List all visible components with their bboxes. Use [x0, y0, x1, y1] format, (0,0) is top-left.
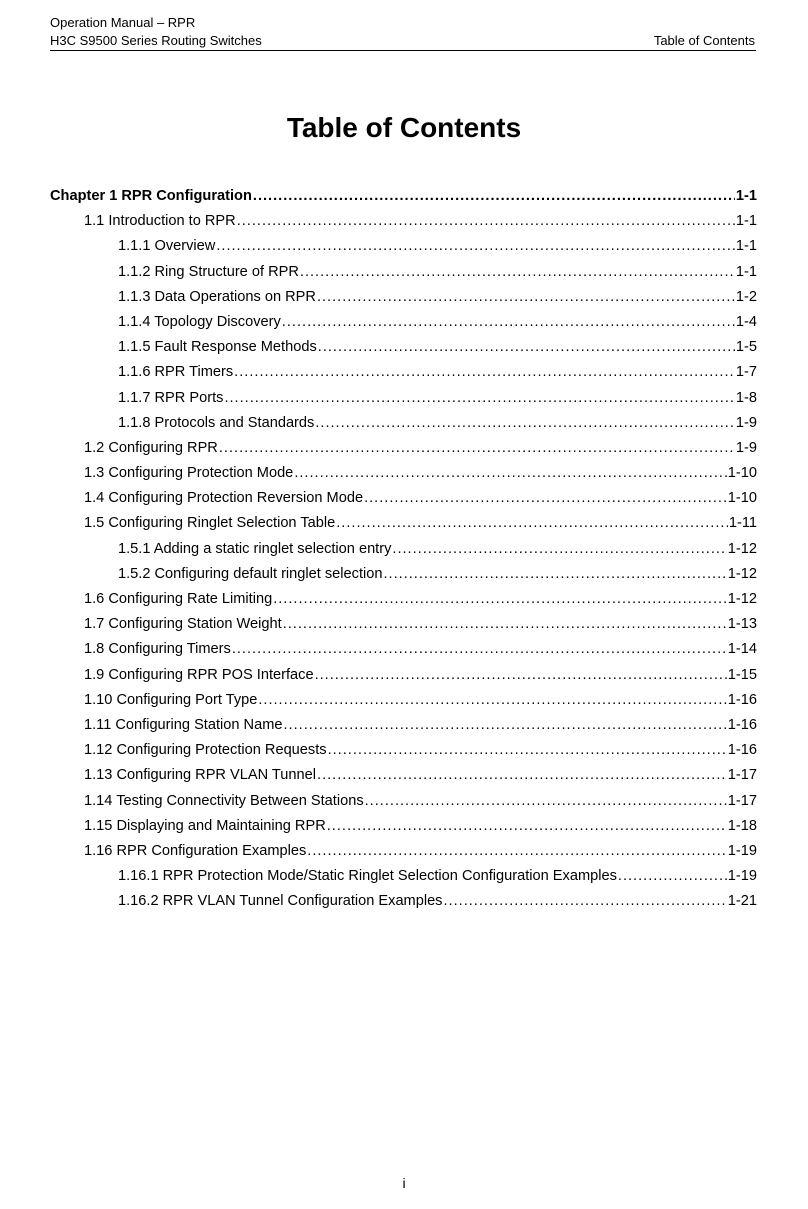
- toc-page-number[interactable]: 1-12: [727, 565, 757, 582]
- toc-dot-leader: [318, 339, 735, 355]
- toc-entry-title[interactable]: 1.16.1 RPR Protection Mode/Static Ringlet Selection Configuration Examples: [118, 868, 617, 885]
- toc-entry-title[interactable]: 1.1.4 Topology Discovery: [118, 313, 281, 330]
- toc-page-number[interactable]: 1-9: [735, 414, 757, 431]
- toc-dot-leader: [282, 314, 735, 330]
- toc-entry[interactable]: [50, 314, 757, 339]
- page-number: i: [402, 1175, 406, 1191]
- toc-page-number[interactable]: 1-19: [727, 842, 757, 859]
- toc-page-number[interactable]: 1-2: [735, 288, 757, 305]
- toc-page-number[interactable]: 1-1: [735, 188, 757, 204]
- toc-page-number[interactable]: 1-19: [727, 868, 757, 885]
- toc-dot-leader: [327, 818, 727, 834]
- toc-dot-leader: [392, 541, 726, 557]
- toc-page-number[interactable]: 1-12: [727, 591, 757, 607]
- toc-entry[interactable]: [50, 793, 757, 818]
- toc-entry[interactable]: [50, 742, 757, 767]
- toc-dot-leader: [315, 415, 735, 431]
- toc-dot-leader: [336, 515, 728, 531]
- toc-page-number[interactable]: 1-12: [727, 540, 757, 557]
- toc-page-number[interactable]: 1-1: [735, 213, 757, 230]
- toc-entry[interactable]: [50, 818, 757, 843]
- toc-entry[interactable]: [50, 566, 757, 591]
- toc-dot-leader: [232, 641, 727, 657]
- toc-entry[interactable]: [50, 440, 757, 465]
- toc-entry[interactable]: [50, 843, 757, 868]
- toc-page-number[interactable]: 1-17: [727, 792, 757, 809]
- toc-dot-leader: [234, 364, 735, 380]
- toc-page-number[interactable]: 1-11: [728, 515, 757, 532]
- toc-page-number[interactable]: 1-16: [727, 691, 757, 708]
- toc-entry-title[interactable]: 1.5.1 Adding a static ringlet selection entry: [118, 540, 392, 557]
- header-divider: [50, 50, 756, 51]
- toc-entry-title[interactable]: 1.1.6 RPR Timers: [118, 364, 234, 381]
- toc-dot-leader: [258, 692, 726, 708]
- toc-page-number[interactable]: 1-7: [735, 364, 757, 381]
- toc-entry-title[interactable]: 1.1.7 RPR Ports: [118, 389, 224, 406]
- toc-page-number[interactable]: 1-4: [735, 313, 757, 330]
- toc-entry[interactable]: [50, 289, 757, 314]
- toc-dot-leader: [253, 188, 735, 204]
- toc-entry-title[interactable]: 1.1.2 Ring Structure of RPR: [118, 263, 299, 280]
- toc-entry[interactable]: [50, 415, 757, 440]
- toc-dot-leader: [216, 238, 735, 254]
- toc-entry-title[interactable]: 1.13 Configuring RPR VLAN Tunnel: [84, 767, 317, 784]
- toc-entry[interactable]: [50, 238, 757, 263]
- toc-entry-title[interactable]: 1.7 Configuring Station Weight: [84, 616, 282, 633]
- toc-dot-leader: [294, 465, 726, 481]
- toc-entry[interactable]: [50, 264, 757, 289]
- toc-entry-title[interactable]: 1.1.5 Fault Response Methods: [118, 339, 317, 356]
- toc-page-number[interactable]: 1-8: [735, 389, 757, 406]
- toc-dot-leader: [307, 843, 727, 859]
- toc-entry[interactable]: [50, 767, 757, 792]
- toc-page-number[interactable]: 1-1: [735, 238, 757, 255]
- toc-entry[interactable]: [50, 390, 757, 415]
- toc-dot-leader: [317, 767, 727, 783]
- toc-entry[interactable]: [50, 541, 757, 566]
- toc-chapter-entry[interactable]: [50, 188, 757, 213]
- toc-entry[interactable]: [50, 339, 757, 364]
- toc-page-number[interactable]: 1-21: [727, 893, 757, 910]
- table-of-contents: [50, 188, 757, 918]
- toc-entry-title[interactable]: 1.2 Configuring RPR: [84, 439, 218, 456]
- toc-entry-title[interactable]: 1.1.3 Data Operations on RPR: [118, 288, 316, 305]
- toc-entry[interactable]: [50, 641, 757, 666]
- toc-entry-title[interactable]: 1.1.8 Protocols and Standards: [118, 414, 315, 431]
- toc-dot-leader: [315, 667, 727, 683]
- header-manual-title: Operation Manual – RPR: [50, 15, 196, 30]
- toc-dot-leader: [283, 616, 727, 632]
- toc-dot-leader: [283, 717, 726, 733]
- toc-entry-title[interactable]: 1.6 Configuring Rate Limiting: [84, 591, 273, 607]
- toc-entry[interactable]: [50, 667, 757, 692]
- toc-page-number[interactable]: 1-9: [735, 439, 757, 456]
- toc-page-number[interactable]: 1-10: [727, 465, 757, 482]
- toc-dot-leader: [224, 390, 734, 406]
- toc-entry-title[interactable]: 1.8 Configuring Timers: [84, 641, 231, 658]
- toc-dot-leader: [365, 793, 727, 809]
- toc-dot-leader: [618, 868, 727, 884]
- toc-page-number[interactable]: 1-5: [735, 339, 757, 356]
- toc-entry[interactable]: [50, 490, 757, 515]
- toc-entry-title[interactable]: 1.3 Configuring Protection Mode: [84, 465, 294, 482]
- toc-page-number[interactable]: 1-16: [727, 716, 757, 733]
- toc-dot-leader: [443, 893, 726, 909]
- toc-page-number[interactable]: 1-10: [727, 490, 757, 507]
- toc-entry-title[interactable]: 1.5 Configuring Ringlet Selection Table: [84, 515, 336, 532]
- toc-dot-leader: [364, 490, 727, 506]
- toc-entry[interactable]: [50, 893, 757, 918]
- toc-entry-title[interactable]: 1.5.2 Configuring default ringlet selection: [118, 565, 383, 582]
- toc-entry-title[interactable]: 1.1.1 Overview: [118, 238, 216, 255]
- toc-page-number[interactable]: 1-13: [727, 616, 757, 633]
- toc-page-number[interactable]: 1-15: [727, 666, 757, 683]
- toc-entry[interactable]: [50, 591, 757, 616]
- toc-entry-title[interactable]: 1.1 Introduction to RPR: [84, 213, 236, 230]
- toc-dot-leader: [237, 213, 735, 229]
- toc-page-number[interactable]: 1-1: [735, 263, 757, 280]
- toc-dot-leader: [317, 289, 735, 305]
- toc-entry-title[interactable]: 1.14 Testing Connectivity Between Stations: [84, 792, 364, 809]
- toc-page-number[interactable]: 1-18: [727, 817, 757, 834]
- page-header: [50, 14, 755, 50]
- toc-entry[interactable]: [50, 213, 757, 238]
- toc-entry-title[interactable]: 1.16.2 RPR VLAN Tunnel Configuration Examples: [118, 893, 443, 910]
- toc-dot-leader: [383, 566, 726, 582]
- toc-entry-title[interactable]: 1.10 Configuring Port Type: [84, 691, 258, 708]
- toc-entry-title[interactable]: 1.12 Configuring Protection Requests: [84, 742, 327, 759]
- toc-entry[interactable]: [50, 364, 757, 389]
- toc-entry-title[interactable]: 1.9 Configuring RPR POS Interface: [84, 666, 314, 683]
- header-section-name: Table of Contents: [653, 33, 755, 48]
- toc-page-number[interactable]: 1-16: [727, 742, 757, 759]
- toc-dot-leader: [219, 440, 735, 456]
- toc-page-number[interactable]: 1-17: [727, 767, 757, 784]
- toc-dot-leader: [300, 264, 735, 280]
- toc-entry-title[interactable]: 1.15 Displaying and Maintaining RPR: [84, 817, 326, 834]
- toc-entry-title[interactable]: 1.4 Configuring Protection Reversion Mode: [84, 490, 364, 507]
- toc-entry-title[interactable]: 1.16 RPR Configuration Examples: [84, 842, 307, 859]
- toc-dot-leader: [273, 591, 727, 607]
- toc-entry-title[interactable]: 1.11 Configuring Station Name: [84, 716, 283, 733]
- header-row: [50, 32, 755, 50]
- toc-entry[interactable]: [50, 515, 757, 540]
- toc-entry[interactable]: [50, 616, 757, 641]
- toc-entry[interactable]: [50, 692, 757, 717]
- toc-page-number[interactable]: 1-14: [727, 641, 757, 658]
- toc-entry[interactable]: [50, 868, 757, 893]
- toc-dot-leader: [328, 742, 727, 758]
- toc-entry-title[interactable]: Chapter 1 RPR Configuration: [50, 188, 252, 204]
- page-title: Table of Contents: [286, 112, 522, 143]
- toc-entry[interactable]: [50, 465, 757, 490]
- header-product-name: H3C S9500 Series Routing Switches: [50, 33, 262, 48]
- toc-entry[interactable]: [50, 717, 757, 742]
